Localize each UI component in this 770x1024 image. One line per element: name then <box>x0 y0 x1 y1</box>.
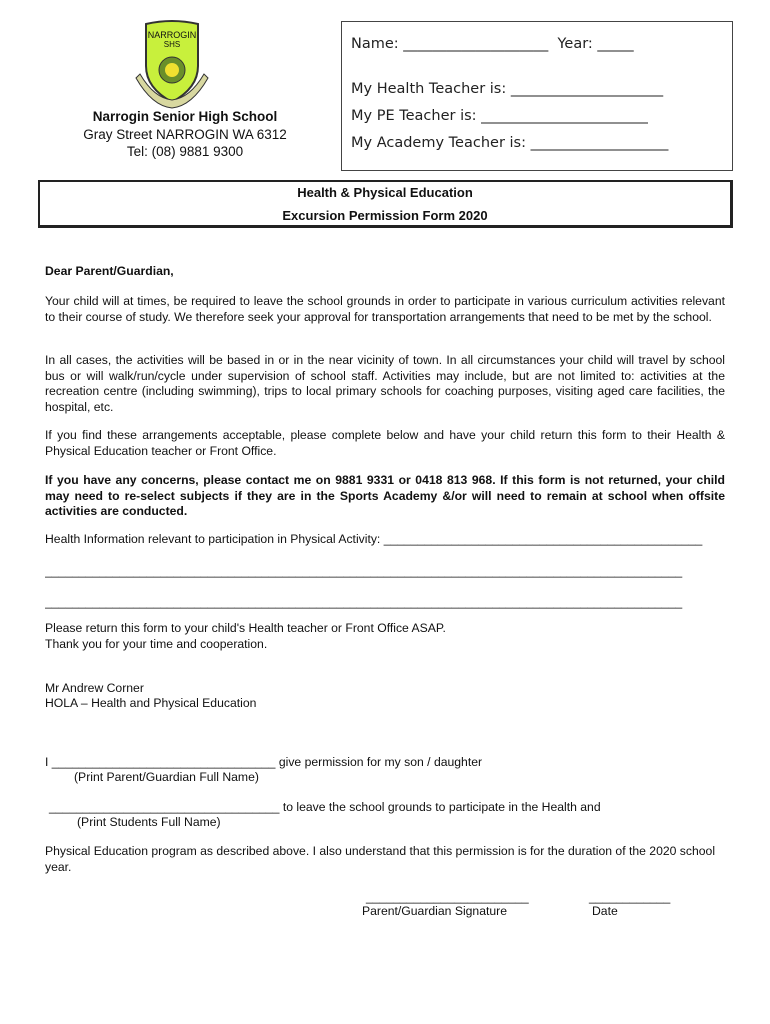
form-title-subject: Health & Physical Education <box>297 185 473 200</box>
student-name-field[interactable]: __________________________________ to leave the school grounds to participate in the Health and <box>49 800 601 814</box>
parent-name-field[interactable]: I _________________________________ give permission for my son / daughter <box>45 755 483 769</box>
form-title-box <box>38 180 733 228</box>
paragraph-1: Your child will at times, be required to leave the school grounds in order to participate in various curriculum activities relevant to their course of study. We therefore seek your approval for transportation arrangements that need to be met by the school. <box>45 294 725 324</box>
return-instruction: Please return this form to your child's Health teacher or Front Office ASAP. <box>45 621 446 635</box>
thanks: Thank you for your time and cooperation. <box>45 637 268 651</box>
signature-label: Parent/Guardian Signature <box>362 904 507 918</box>
parent-name-label: (Print Parent/Guardian Full Name) <box>74 770 259 784</box>
paragraph-2: In all cases, the activities will be based in or in the near vicinity of town. In all circumstances your child will travel by school bus or will walk/run/cycle under supervision of school staff. Activities may include, but are not limited to: activities at the recreation centre (including swimming), trips to local primary schools for coaching purposes, visiting aged care facilities, the hospital, etc. <box>45 353 725 414</box>
school-details <box>60 108 310 161</box>
school-name: Narrogin Senior High School <box>92 109 278 124</box>
svg-text:SHS: SHS <box>163 40 181 49</box>
date-field[interactable]: ____________ <box>589 890 671 904</box>
contact-paragraph: If you have any concerns, please contact me on 9881 9331 or 0418 813 968. If this form is not returned, your child may need to re-select subjects if they are in the Sports Academy &/or will need to remain at school when offsite activities are conducted. <box>45 473 725 518</box>
school-tel: Tel: (08) 9881 9300 <box>126 144 244 159</box>
health-teacher-field[interactable]: My Health Teacher is: _____________________ <box>351 81 664 97</box>
name-year-field[interactable]: Name: ____________________ Year: _____ <box>351 36 634 52</box>
greeting: Dear Parent/Guardian, <box>45 264 174 278</box>
date-label: Date <box>592 904 618 918</box>
student-info-box <box>341 21 733 171</box>
health-info-field[interactable]: Health Information relevant to participation in Physical Activity: _______________________________________________ <box>45 532 703 546</box>
paragraph-3: If you find these arrangements acceptable, please complete below and have your child return this form to their Health & Physical Education teacher or Front Office. <box>45 428 725 458</box>
form-title: Excursion Permission Form 2020 <box>282 208 488 223</box>
svg-text:NARROGIN: NARROGIN <box>147 30 197 40</box>
pe-teacher-field[interactable]: My PE Teacher is: _______________________ <box>351 108 648 124</box>
academy-teacher-field[interactable]: My Academy Teacher is: ___________________ <box>351 135 669 151</box>
permission-statement: Physical Education program as described above. I also understand that this permission is for the duration of the 2020 school year. <box>45 844 716 874</box>
signatory-role: HOLA – Health and Physical Education <box>45 696 257 710</box>
health-info-line-2[interactable]: ______________________________________________________________________________________________ <box>45 564 683 578</box>
signature-field[interactable]: ________________________ <box>366 890 529 904</box>
school-address: Gray Street NARROGIN WA 6312 <box>83 126 287 142</box>
school-crest-logo <box>132 16 212 112</box>
health-info-line-3[interactable]: ______________________________________________________________________________________________ <box>45 595 683 609</box>
student-name-label: (Print Students Full Name) <box>77 815 221 829</box>
signatory-name: Mr Andrew Corner <box>45 681 144 695</box>
